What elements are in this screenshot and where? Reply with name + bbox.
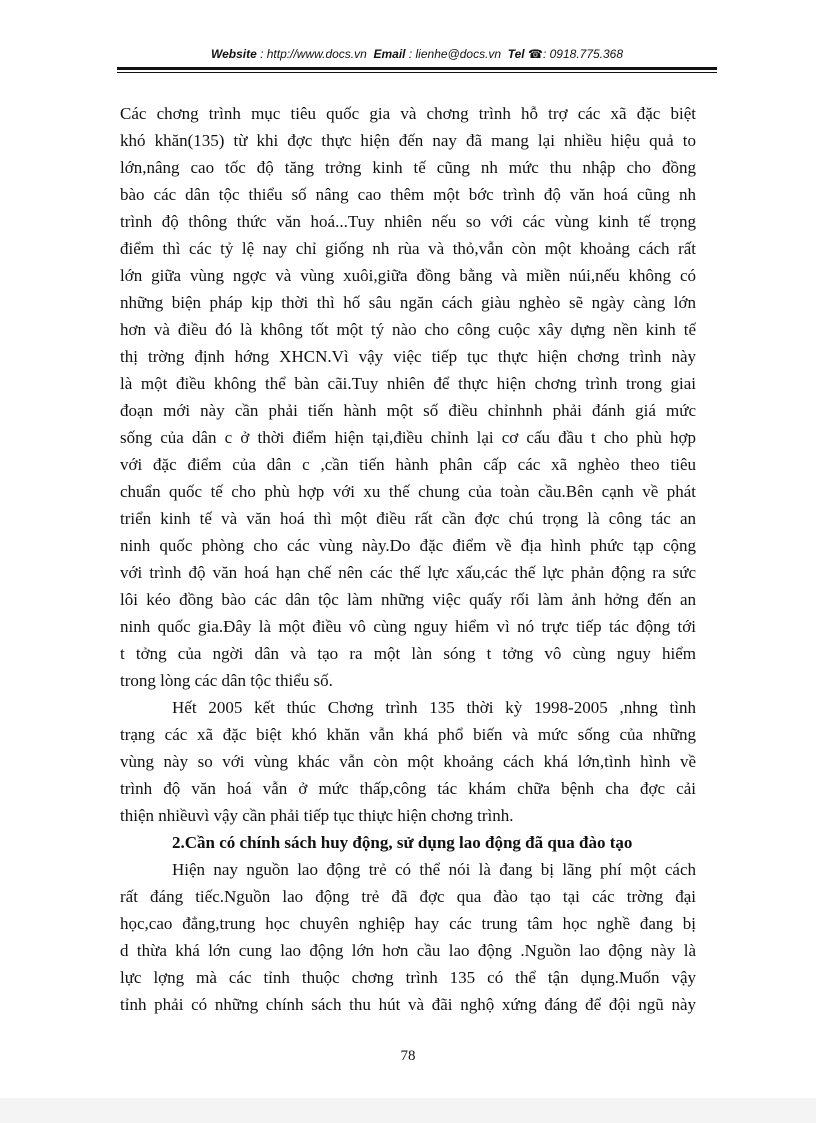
text-line: lôi kéo đồng bào các dân tộc làm những việc quấy rối làm ảnh hởng đến an — [120, 590, 696, 609]
text-line: với trình độ văn hoá hạn chế nên các thế lực xấu,các thế lực phản động ra sức — [120, 563, 696, 582]
text-line: Hiện nay nguồn lao động trẻ có thể nói là đang bị lãng phí một cách — [172, 860, 696, 879]
tel-label: Tel — [507, 47, 525, 61]
text-line: thiện nhiềuvì vậy cần phải tiếp tục thiực hiện chơng trình. — [120, 806, 514, 825]
page-bottom-band — [0, 1098, 816, 1123]
website-value: : http://www.docs.vn — [260, 47, 367, 61]
email-value: : lienhe@docs.vn — [408, 47, 502, 61]
text-line: t tởng của ngời dân và tạo ra một làn sóng t tởng vô cùng nguy hiểm — [120, 644, 696, 663]
paragraph-2 — [120, 694, 696, 829]
text-line: ninh quốc phòng cho các vùng này.Do đặc điểm về địa hình phức tạp cộng — [120, 536, 696, 555]
text-line: trong lòng các dân tộc thiểu số. — [120, 671, 333, 690]
paragraph-3 — [120, 856, 696, 1018]
text-line: tỉnh phải có những chính sách thu hút và đãi nghộ xứng đáng để đội ngũ này — [120, 995, 696, 1014]
page-header — [117, 47, 717, 61]
text-line: thị trờng định hớng XHCN.Vì vậy việc tiếp tục thực hiện chơng trình này — [120, 347, 696, 366]
tel-value: : 0918.775.368 — [542, 47, 624, 61]
text-line: điểm thì các tỷ lệ nay chỉ giống nh rùa và thỏ,vẫn còn một khoảng cách rất — [120, 239, 696, 258]
text-line: lớn,nâng cao tốc độ tăng trởng kinh tế cũng nh mức thu nhập cho đồng — [120, 158, 696, 177]
text-line: đoạn mới này cần phải tiến hành một số điều chỉnhnh phải đánh giá mức — [120, 401, 696, 420]
section-heading: 2.Cần có chính sách huy động, sử dụng lao động đã qua đào tạo — [172, 833, 633, 852]
text-line: vùng này so với vùng khác vẫn còn một khoảng cách khá lớn,tình hình về — [120, 752, 696, 771]
text-line: lớn giữa vùng ngợc và vùng xuôi,giữa đồng bằng và miền núi,nếu không có — [120, 266, 696, 285]
website-label: Website — [210, 47, 257, 61]
text-line: là một điều không thể bàn cãi.Tuy nhiên để thực hiện chơng trình trong giai — [120, 374, 696, 393]
phone-icon: ☎ — [528, 47, 543, 61]
text-line: ninh quốc gia.Đây là một điều vô cùng nguy hiểm vì nó trực tiếp tác động tới — [120, 617, 696, 636]
text-line: rất đáng tiếc.Nguồn lao động trẻ đã đợc qua đào tạo tại các trờng đại — [120, 887, 696, 906]
text-line: những biện pháp kịp thời thì hố sâu ngăn cách giàu nghèo sẽ ngày càng lớn — [120, 293, 696, 312]
text-line: khó khăn(135) từ khi đợc thực hiện đến nay đã mang lại nhiều hiệu quả to — [120, 131, 696, 150]
text-line: triển kinh tế và văn hoá thì một điều rất cần đợc chú trọng là công tác an — [120, 509, 696, 528]
paragraph-1 — [120, 100, 696, 694]
page-number: 78 — [400, 1048, 416, 1064]
text-line: trạng các xã đặc biệt khó khăn vẫn khá phổ biến và mức sống của những — [120, 725, 696, 744]
text-line: học,cao đẳng,trung học chuyên nghiệp hay các trung tâm học nghề đang bị — [120, 914, 696, 933]
text-line: trình độ văn hoá vẫn ở mức thấp,công tác khám chữa bệnh cha đợc cải — [120, 779, 696, 798]
text-line: lực lợng mà các tỉnh thuộc chơng trình 135 có thể tận dụng.Muốn vậy — [120, 968, 696, 987]
text-line: trình độ thông thức văn hoá...Tuy nhiên nếu so với các vùng kinh tế trọng — [120, 212, 696, 231]
text-line: hơn và điều đó là không tốt một tý nào cho công cuộc xây dựng nền kinh tế — [120, 320, 696, 339]
text-line: bào các dân tộc thiểu số nâng cao thêm một bớc trình độ văn hoá cũng nh — [120, 185, 696, 204]
text-line: chuẩn quốc tế cho phù hợp với xu thế chung của toàn cầu.Bên cạnh về phát — [120, 482, 696, 501]
text-line: sống của dân c ở thời điểm hiện tại,điều chỉnh lại cơ cấu đầu t cho phù hợp — [120, 428, 696, 447]
text-line: với đặc điểm của dân c ,cần tiến hành phân cấp các xã nghèo theo tiêu — [120, 455, 696, 474]
text-line: Hết 2005 kết thúc Chơng trình 135 thời kỳ 1998-2005 ,nhng tình — [172, 698, 696, 717]
header-rule — [117, 67, 717, 73]
email-label: Email — [373, 47, 406, 61]
document-body — [120, 100, 696, 1018]
text-line: d thừa khá lớn cung lao động lớn hơn cầu lao động .Nguồn lao động này là — [120, 941, 696, 960]
text-line: Các chơng trình mục tiêu quốc gia và chơng trình hỗ trợ các xã đặc biệt — [120, 104, 696, 123]
